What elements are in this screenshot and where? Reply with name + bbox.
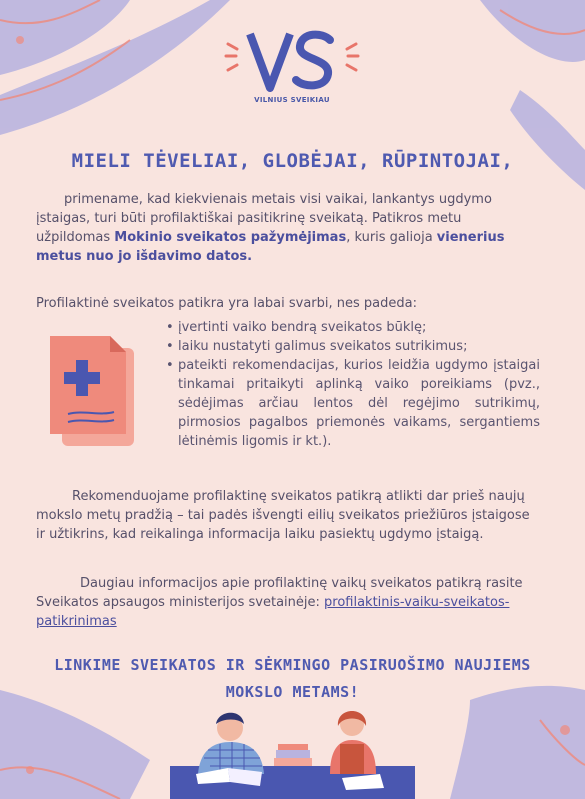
recommendation-text: Rekomenduojame profilaktinę sveikatos patikrą atlikti dar prieš naujų mokslo metų pradžią – tai padės išvengti eilių sveikatos priežiūros įstaigose ir užtikrins, kad reikalinga informacija laiku pasiektų ugdymo įstaigą. [36,489,530,542]
logo-text: VILNIUS SVEIKIAU [254,96,330,104]
vs-logo [222,26,362,108]
importance-text: Profilaktinė sveikatos patikra yra labai svarbi, nes padeda: [36,296,417,311]
list-item: • įvertinti vaiko bendrą sveikatos būklę; [166,318,540,337]
more-info-paragraph [36,574,534,631]
benefits-list [166,318,540,451]
list-item: • laiku nustatyti galimus sveikatos sutrikimus; [166,337,540,356]
recommendation-paragraph [36,487,534,544]
intro-text-2: , kuris galioja [346,230,437,245]
closing-line-1: LINKIME SVEIKATOS IR SĖKMINGO PASIRUOŠIMO NAUJIEMS [54,656,531,674]
info-link-part1: profilaktinis-vaiku- [324,595,444,610]
more-info-text: Daugiau informacijos apie profilaktinę vaikų sveikatos patikrą rasite Sveikatos apsaugos ministerijos svetainėje: [36,576,523,610]
list-item: • pateikti rekomendacijas, kurios leidžia ugdymo įstaigai tinkamai pritaikyti aplinką vaiko poreikiams (pvz., sėdėjimas arčiau lentos dėl regėjimo sutrikimų, pirmosios pagalbos priemonės vaikams, sergantiems lėtinėmis ligomis ir kt.). [166,356,540,451]
intro-paragraph [36,190,534,266]
vs-logo-icon [222,26,362,96]
medical-document-icon [44,330,149,450]
info-link-part2: sveikatos-patikrinimas [36,595,510,629]
page-title: MIELI TĖVELIAI, GLOBĖJAI, RŪPINTOJAI, [71,150,514,172]
students-reading-illustration [170,700,415,799]
closing-message [0,652,585,706]
intro-bold-2: vienerius metus nuo jo išdavimo datos. [36,230,505,264]
closing-line-2: MOKSLO METAMS! [225,683,360,701]
intro-bold-1: Mokinio sveikatos pažymėjimas [114,230,347,245]
intro-text-1: primename, kad kiekvienais metais visi vaikai, lankantys ugdymo įstaigas, turi būti profilaktiškai pasitikrinę sveikatą. Patikros metu užpildomas [36,192,492,245]
